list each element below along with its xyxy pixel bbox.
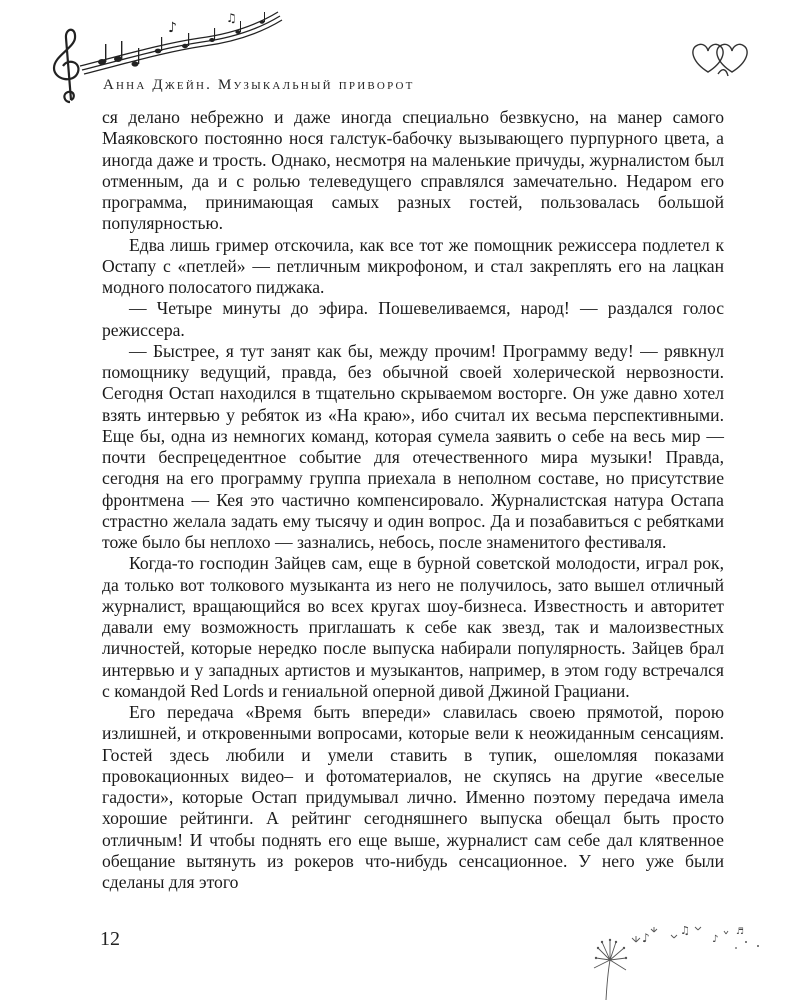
svg-text:♬: ♬ xyxy=(736,927,745,937)
svg-text:♪: ♪ xyxy=(168,20,177,36)
paragraph: — Быстрее, я тут занят как бы, между прочим! Программу веду! — рявкнул помощнику ведущий, правда, без обычной своей холерической нервозности. Сегодня Остап находился в тщательно скрываемом восторге. Он уже давно хотел взять интервью у ребяток из «На краю», ибо считал их весьма перспективными. Еще бы, одна из немногих команд, которая сумела заявить о себе на весь мир — почти беспрецедентное событие для отечественного мира музыки! Правда, сегодня на его программу группа приехала в неполном составе, но присутствие фронтмена — Кея это частично компенсировало. Журналистская натура Остапа страстно желала задать ему тысячу и один вопрос. Да и позабавиться с ребятками тоже было бы неплохо — зазнались, небось, после знаменитого фестиваля. xyxy=(102,340,724,552)
paragraph: Его передача «Время быть впереди» славилась своею прямотой, порою излишней, и откровенными вопросами, которые вели к неожиданным сенсациям. Гостей здесь любили и умели ставить в тупик, ошеломляя показами провокационных видео– и фотоматериалов, не скупясь на другие «веселые гадости», которые Остап придумывал лично. Именно поэтому передача имела хорошие рейтинги. А рейтинг сегодняшнего выпуска обещал быть просто отличным! И чтобы поднять его еще выше, журналист сам себе дал клятвенное обещание вытянуть из рокеров что-нибудь сенсационное. У него уже были сделаны для этого xyxy=(102,702,724,892)
running-header-title: Анна Джейн. Музыкальный приворот xyxy=(103,77,415,93)
paragraph: ся делано небрежно и даже иногда специально безвкусно, на манер самого Маяковского постоянно нося галстук-бабочку вызывающего пурпурного цвета, а иногда даже и трость. Однако, несмотря на маленькие причуды, журналистом был отменным, да и с ролью телеведущего справлялся замечательно. Недаром его программа, принимающая самых разных гостей, пользовалась большой популярностью. xyxy=(102,107,724,234)
paragraph: Когда-то господин Зайцев сам, еще в бурной советской молодости, играл рок, да только вот толкового музыканта из него не получилось, зато вышел отличный журналист, вращающийся во всех кругах шоу-бизнеса. Известность и авторитет давали ему возможность приглашать к себе как звезд, так и малоизвестных личностей, которые нередко после выпуска набирали популярность. Зайцев брал интервью и у западных артистов и музыкантов, например, в этом году встречался с командой Red Lords и гениальной оперной дивой Джиной Грациани. xyxy=(102,553,724,701)
hearts-icon xyxy=(688,38,754,82)
page-body xyxy=(102,107,724,893)
music-notes-icon xyxy=(40,4,290,113)
page-number: 12 xyxy=(100,928,120,950)
svg-text:♪: ♪ xyxy=(712,934,719,945)
svg-text:♫: ♫ xyxy=(226,11,237,25)
paragraph: — Четыре минуты до эфира. Пошевеливаемся, народ! — раздался голос режиссера. xyxy=(102,298,724,340)
svg-text:♪: ♪ xyxy=(642,931,650,945)
svg-text:♫: ♫ xyxy=(680,924,690,937)
paragraph: Едва лишь гример отскочила, как все тот же помощник режиссера подлетел к Остапу с «петлей» — петличным микрофоном, и стал закреплять его на лацкан модного полосатого пиджака. xyxy=(102,234,724,297)
dandelion-notes-icon xyxy=(576,912,776,1004)
